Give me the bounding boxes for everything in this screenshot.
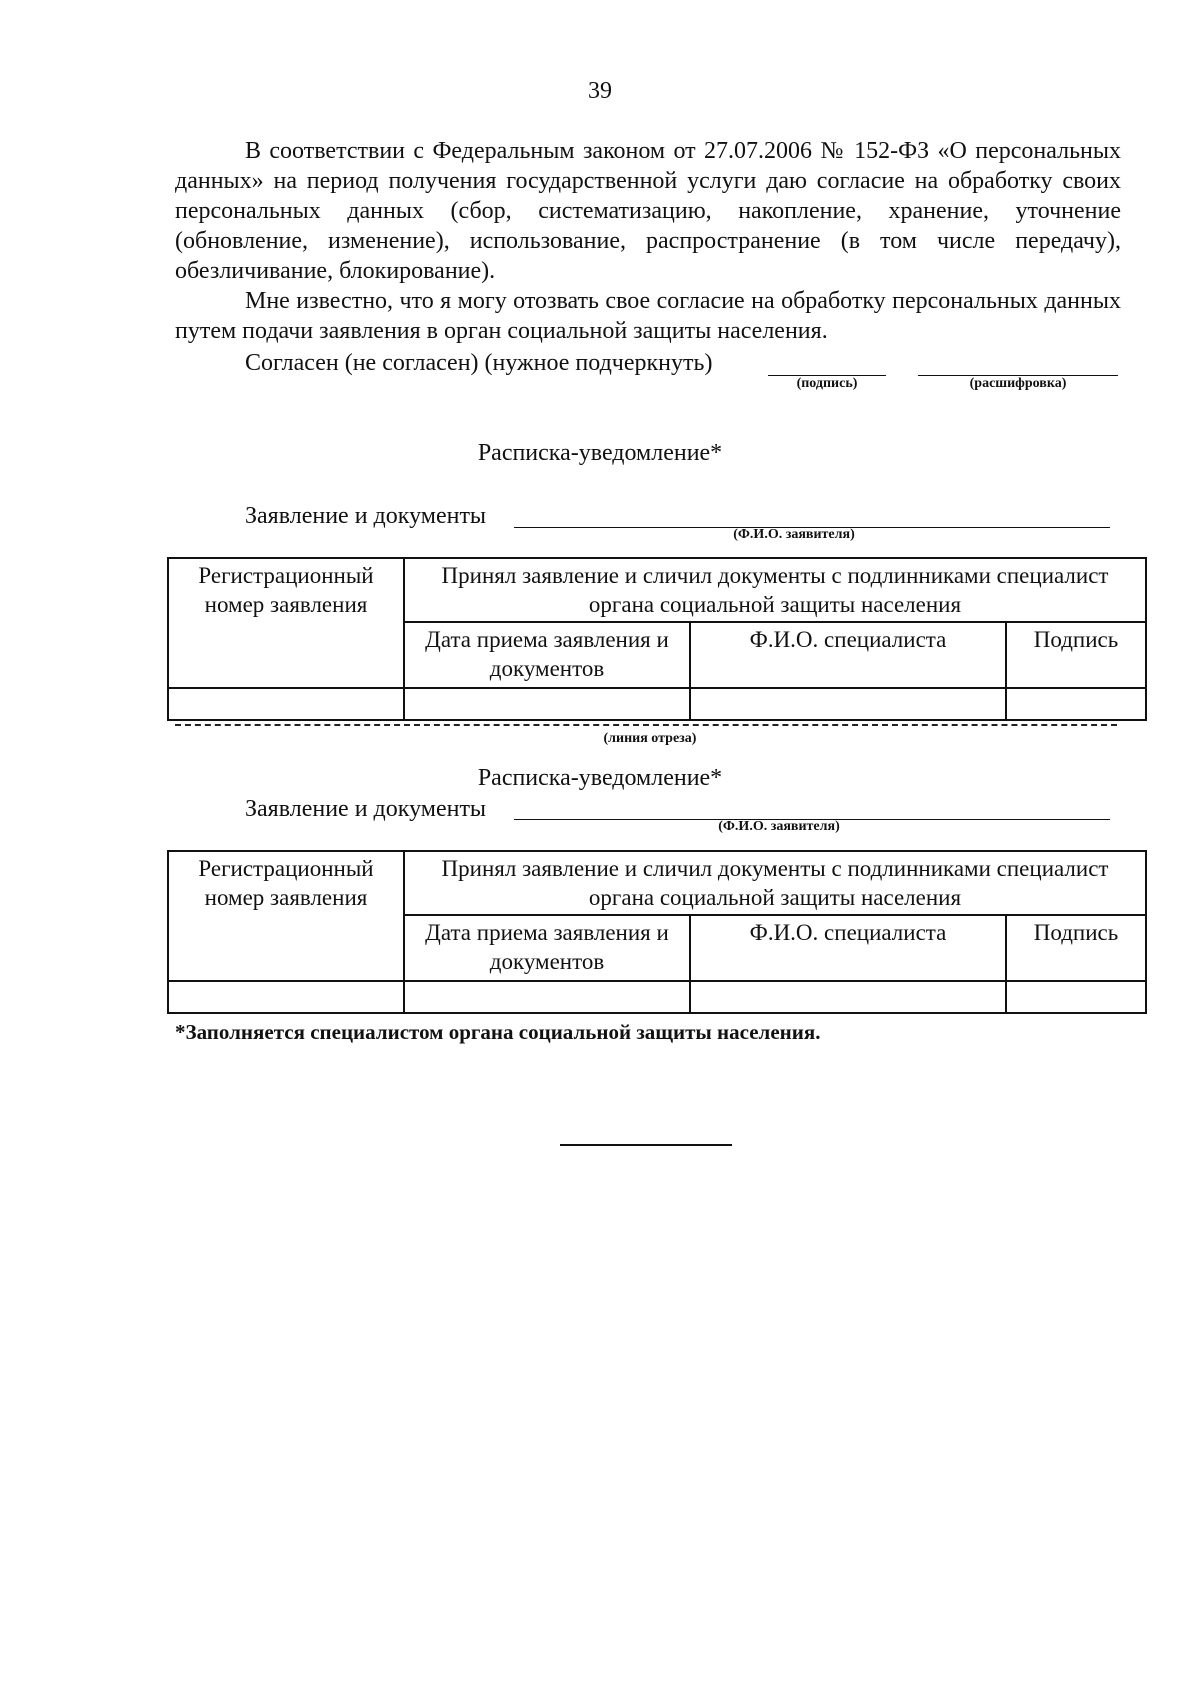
- accepted-header: Принял заявление и сличил документы с подлинниками специалист органа социальной защиты населения: [404, 851, 1146, 915]
- revocation-paragraph: Мне известно, что я могу отозвать свое согласие на обработку персональных данных путем подачи заявления в орган социальной защиты населения.: [175, 288, 1121, 344]
- applicant-label: Заявление и документы: [245, 796, 487, 822]
- signature-cell[interactable]: [1006, 688, 1146, 720]
- signature-header: Подпись: [1006, 622, 1146, 688]
- applicant-caption: (Ф.И.О. заявителя): [718, 819, 840, 834]
- reg-number-cell[interactable]: [168, 981, 404, 1013]
- date-header: Дата приема заявления и документов: [404, 622, 690, 688]
- signature-caption: (подпись): [796, 376, 858, 391]
- consent-paragraph: В соответствии с Федеральным законом от 27.07.2006 № 152-ФЗ «О персональных данных» на период получения государственной услуги даю согласие на обработку своих персональных данных (сбор, систематизацию, накопление, хранение, уточнение (обновление, изменение), использование, распространение (в том числе передачу), обезличивание, блокирование).: [175, 138, 1121, 284]
- fio-cell[interactable]: [690, 688, 1006, 720]
- agree-label: Согласен (не согласен) (нужное подчеркнуть): [245, 350, 713, 376]
- fio-header: Ф.И.О. специалиста: [690, 915, 1006, 981]
- receipt-title: Расписка-уведомление*: [477, 765, 723, 791]
- signature-cell[interactable]: [1006, 981, 1146, 1013]
- accepted-header: Принял заявление и сличил документы с подлинниками специалист органа социальной защиты населения: [404, 558, 1146, 622]
- reg-number-header: Регистрационный номер заявления: [168, 851, 404, 981]
- page-number: 39: [588, 78, 612, 104]
- reg-number-cell[interactable]: [168, 688, 404, 720]
- cut-line-caption: (линия отреза): [603, 731, 697, 746]
- footnote: *Заполняется специалистом органа социальной защиты населения.: [175, 1020, 821, 1044]
- receipt-table: [167, 850, 1147, 1014]
- date-header: Дата приема заявления и документов: [404, 915, 690, 981]
- signature-header: Подпись: [1006, 915, 1146, 981]
- applicant-label: Заявление и документы: [245, 503, 487, 529]
- date-cell[interactable]: [404, 688, 690, 720]
- date-cell[interactable]: [404, 981, 690, 1013]
- decoding-caption: (расшифровка): [969, 376, 1067, 391]
- applicant-caption: (Ф.И.О. заявителя): [733, 527, 855, 542]
- receipt-title: Расписка-уведомление*: [477, 440, 723, 466]
- cut-line: [175, 724, 1117, 726]
- fio-header: Ф.И.О. специалиста: [690, 622, 1006, 688]
- fio-cell[interactable]: [690, 981, 1006, 1013]
- receipt-table: [167, 557, 1147, 721]
- end-rule: [560, 1144, 732, 1146]
- reg-number-header: Регистрационный номер заявления: [168, 558, 404, 688]
